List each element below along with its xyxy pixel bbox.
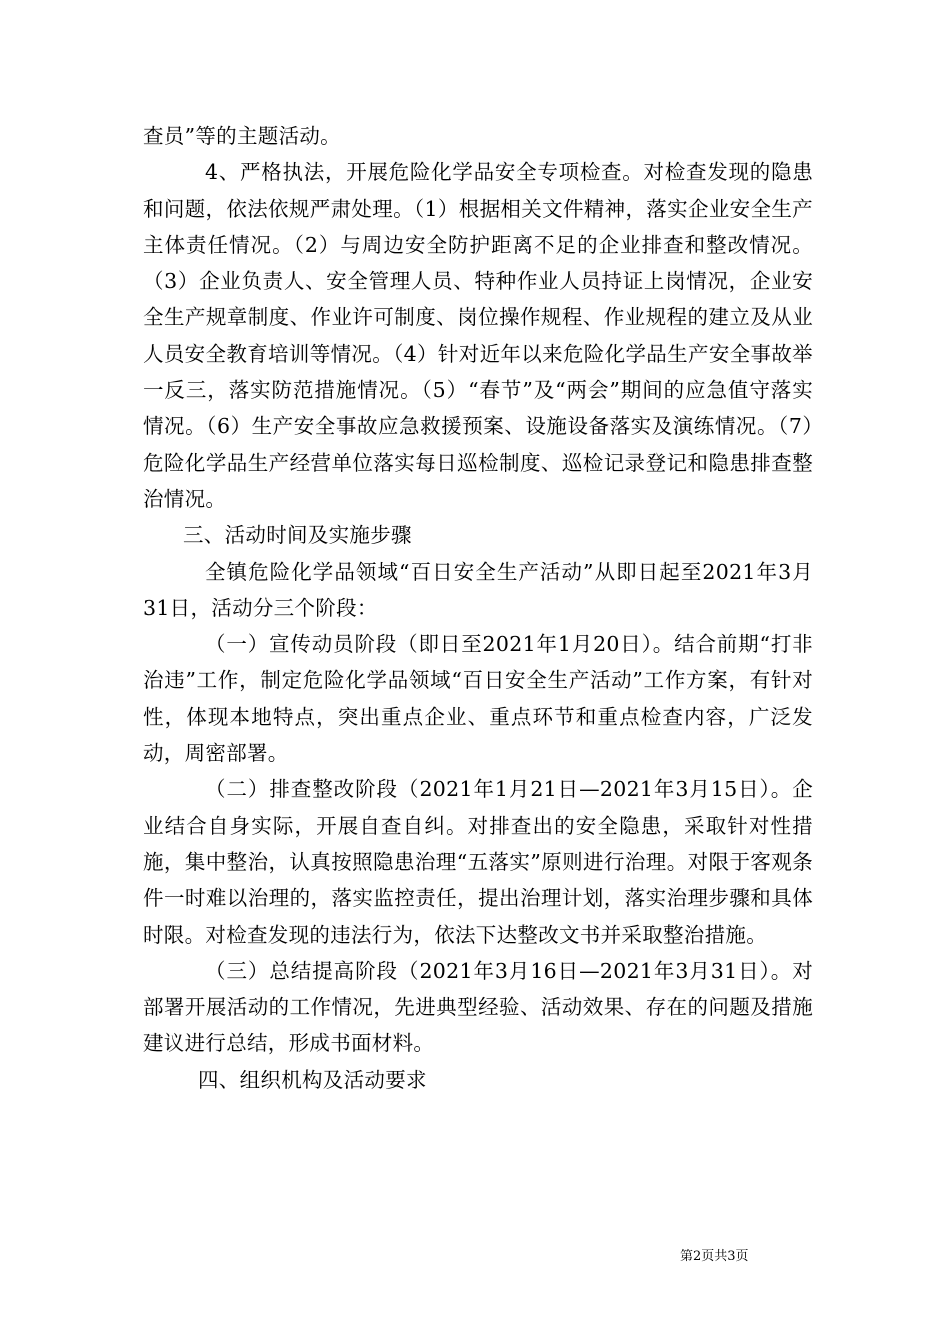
- paragraph-stage-three: （三）总结提高阶段（2021年3月16日—2021年3月31日）。对部署开展活动的工作情况，先进典型经验、活动效果、存在的问题及措施建议进行总结，形成书面材料。: [143, 958, 813, 1056]
- paragraph-stage-two: （二）排查整改阶段（2021年1月21日—2021年3月15日）。企业结合自身实际，开展自查自纠。对排查出的安全隐患，采取针对性措施，集中整治，认真按照隐患治理“五落实”原则进行治理。对限于客观条件一时难以治理的，落实监控责任，提出治理计划，落实治理步骤和具体时限。对检查发现的违法行为，依法下达整改文书并采取整治措施。: [143, 777, 813, 947]
- paragraph-stage-one: （一）宣传动员阶段（即日至2021年1月20日）。结合前期“打非治违”工作，制定危险化学品领域“百日安全生产活动”工作方案，有针对性，体现本地特点，突出重点企业、重点环节和重点检查内容，广泛发动，周密部署。: [143, 632, 813, 766]
- paragraph-activity-end: 查员”等的主题活动。: [143, 124, 341, 148]
- heading-organization: 四、组织机构及活动要求: [198, 1067, 427, 1092]
- paragraph-inspection: 4、严格执法，开展危险化学品安全专项检查。对检查发现的隐患和问题，依法依规严肃处理。（1）根据相关文件精神，落实企业安全生产主体责任情况。（2）与周边安全防护距离不足的企业排查和整改情况。（3）企业负责人、安全管理人员、特种作业人员持证上岗情况，企业安全生产规章制度、作业许可制度、岗位操作规程、作业规程的建立及从业人员安全教育培训等情况。（4）针对近年以来危险化学品生产安全事故举一反三，落实防范措施情况。（5）“春节”及“两会”期间的应急值守落实情况。（6）生产安全事故应急救援预案、设施设备落实及演练情况。（7）危险化学品生产经营单位落实每日巡检制度、巡检记录登记和隐患排查整治情况。: [143, 160, 813, 511]
- paragraph-schedule-intro: 全镇危险化学品领域“百日安全生产活动”从即日起至2021年3月31日，活动分三个阶段：: [143, 559, 813, 620]
- heading-schedule: 三、活动时间及实施步骤: [183, 523, 412, 548]
- page-number-footer: 第2页共3页: [680, 1249, 749, 1264]
- document-body: [143, 118, 813, 1098]
